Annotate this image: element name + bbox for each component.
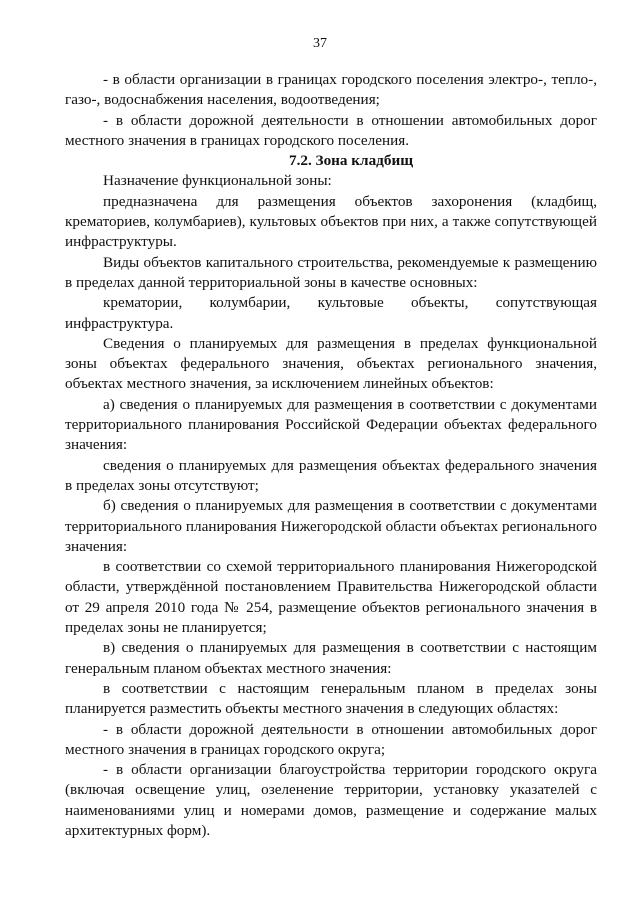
paragraph: в соответствии с настоящим генеральным планом в пределах зоны планируется разместить объекты местного значения в следующих областях: [65,679,597,718]
paragraph: - в области организации в границах городского поселения электро-, тепло-, газо-, водоснабжения населения, водоотведения; [65,71,597,109]
paragraph: - в области организации благоустройства территории городского округа (включая освещение улиц, озеленение территории, установку указателей с наименованиями улиц и номерами домов, размещение и содержание малых архитектурных форм). [65,761,597,839]
paragraph: - в области дорожной деятельности в отношении автомобильных дорог местного значения в границах городского округа; [65,720,597,758]
paragraph: в) сведения о планируемых для размещения в соответствии с настоящим генеральным планом объектах местного значения: [65,639,597,677]
document-body [65,70,597,841]
section-heading: 7.2. Зона кладбищ [288,152,414,170]
paragraph: сведения о планируемых для размещения объектах федерального значения в пределах зоны отсутствуют; [65,456,597,494]
paragraph: - в области дорожной деятельности в отношении автомобильных дорог местного значения в границах городского поселения. [65,111,597,149]
paragraph: в соответствии со схемой территориального планирования Нижегородской области, утверждённой постановлением Правительства Нижегородской области от 29 апреля 2010 года № 254, размещение объектов регионального значения в пределах зоны не планируется; [65,558,597,637]
paragraph: Виды объектов капитального строительства, рекомендуемые к размещению в пределах данной территориальной зоны в качестве основных: [65,253,597,291]
paragraph: крематории, колумбарии, культовые объекты, сопутствующая инфраструктура. [65,294,597,332]
paragraph: б) сведения о планируемых для размещения в соответствии с документами территориального планирования Нижегородской области объектах регионального значения: [65,497,597,555]
paragraph: Назначение функциональной зоны: [103,172,332,190]
paragraph: а) сведения о планируемых для размещения в соответствии с документами территориального планирования Российской Федерации объектах федерального значения: [65,395,597,454]
paragraph: предназначена для размещения объектов захоронения (кладбищ, крематориев, колумбариев), культовых объектов при них, а также сопутствующей инфраструктуры. [65,192,597,251]
paragraph: Сведения о планируемых для размещения в пределах функциональной зоны объектах федерального значения, объектах регионального значения, объектах местного значения, за исключением линейных объектов: [65,334,597,393]
page-number: 37 [313,36,327,51]
